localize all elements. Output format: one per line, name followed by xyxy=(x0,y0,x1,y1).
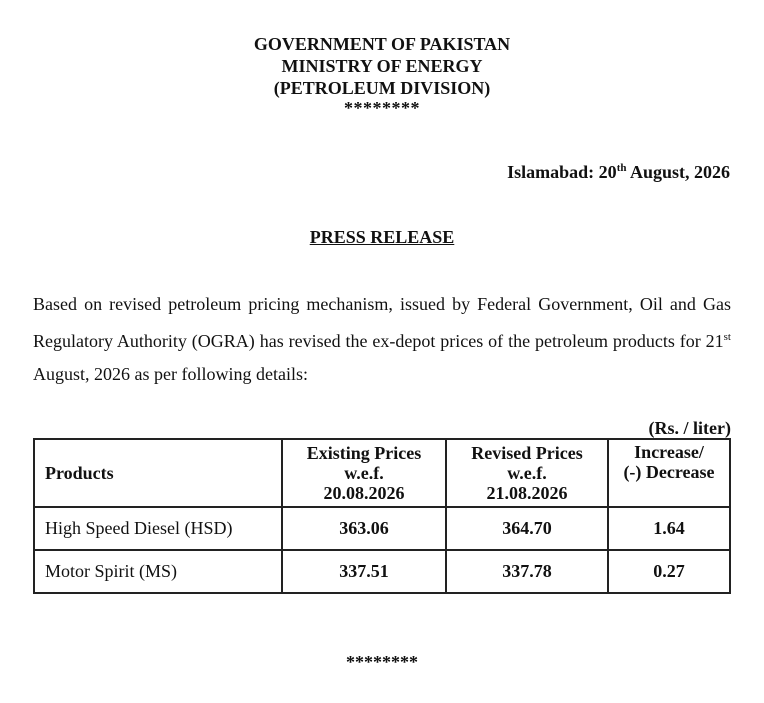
footer-separator: ******** xyxy=(346,652,418,672)
page-title: PRESS RELEASE xyxy=(309,227,455,247)
header-revised-line3: 21.08.2026 xyxy=(486,483,568,503)
body-text-a: Based on revised petroleum pricing mechanism, issued by Federal Government, Oil and Gas Regulatory Authority (OGRA) has revised the ex-depot prices of the petroleum products for 21 xyxy=(33,294,731,351)
unit-label: (Rs. / liter) xyxy=(648,418,731,438)
table-header-row xyxy=(34,439,730,507)
header-change xyxy=(608,439,730,507)
row-change: 0.27 xyxy=(608,550,730,593)
row-existing-price: 363.06 xyxy=(282,507,446,550)
date-ordinal: th xyxy=(616,162,627,174)
row-existing-price: 337.51 xyxy=(282,550,446,593)
row-product: Motor Spirit (MS) xyxy=(34,550,282,593)
header-revised-line1: Revised Prices xyxy=(471,443,583,463)
row-product: High Speed Diesel (HSD) xyxy=(34,507,282,550)
table-row xyxy=(34,550,730,593)
release-date xyxy=(507,162,730,183)
header-products: Products xyxy=(34,439,282,507)
header-division: (PETROLEUM DIVISION) xyxy=(273,78,491,98)
body-ordinal: st xyxy=(723,331,731,343)
body-paragraph xyxy=(33,288,731,391)
date-rest: August, 2026 xyxy=(626,162,730,182)
price-table xyxy=(33,438,731,594)
header-revised-prices xyxy=(446,439,608,507)
header-government: GOVERNMENT OF PAKISTAN xyxy=(253,34,511,54)
header-revised-line2: w.e.f. xyxy=(507,463,547,483)
row-revised-price: 364.70 xyxy=(446,507,608,550)
table-row xyxy=(34,507,730,550)
row-change: 1.64 xyxy=(608,507,730,550)
header-existing-line3: 20.08.2026 xyxy=(323,483,405,503)
row-revised-price: 337.78 xyxy=(446,550,608,593)
header-separator: ******** xyxy=(344,98,420,118)
header-change-line2: (-) Decrease xyxy=(623,462,715,482)
header-existing-prices xyxy=(282,439,446,507)
header-change-line1: Increase/ xyxy=(634,442,704,462)
header-existing-line2: w.e.f. xyxy=(344,463,384,483)
header-existing-line1: Existing Prices xyxy=(306,443,422,463)
header-ministry: MINISTRY OF ENERGY xyxy=(281,56,483,76)
body-text-b: August, 2026 as per following details: xyxy=(33,364,308,384)
document-header xyxy=(0,33,764,117)
date-prefix: Islamabad: 20 xyxy=(507,162,617,182)
